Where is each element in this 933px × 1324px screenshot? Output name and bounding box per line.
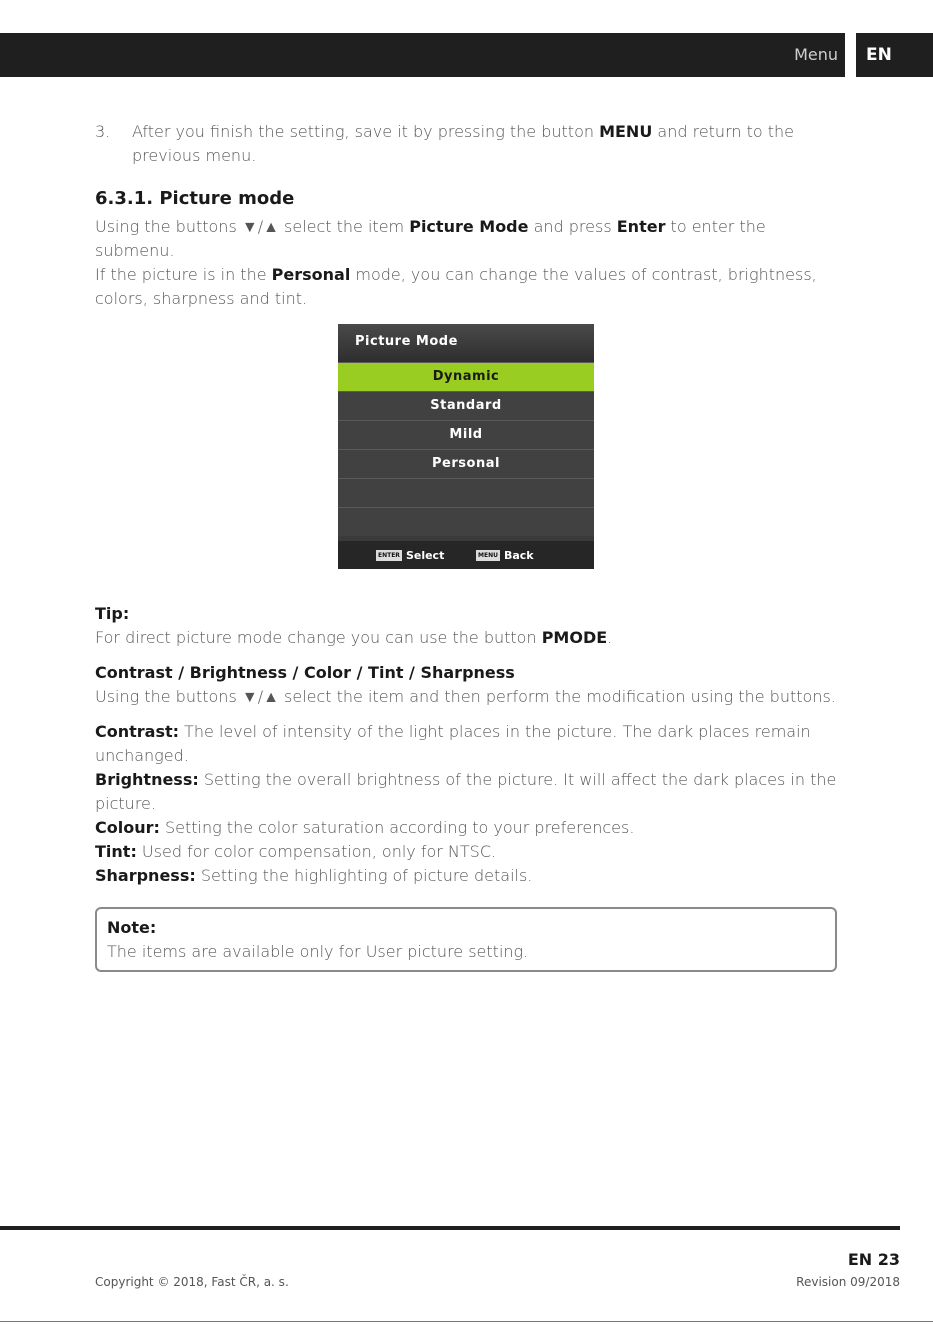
adjust-text: Using the buttons ▼/▲ select the item and then perform the modification using the buttons. xyxy=(95,687,836,706)
text: If the picture is in the xyxy=(95,265,272,284)
text: and press xyxy=(528,217,617,236)
adjust-title: Contrast / Brightness / Color / Tint / Sharpness xyxy=(95,663,515,682)
osd-item-dynamic[interactable]: Dynamic xyxy=(338,362,594,391)
text: . xyxy=(607,628,613,647)
enter-key-icon: ENTER xyxy=(378,552,400,559)
osd-back-label: Back xyxy=(503,549,534,562)
text: Using the buttons ▼/▲ select the item xyxy=(95,217,410,236)
tip-block xyxy=(95,602,840,650)
picture-mode-osd xyxy=(338,324,594,569)
step-number: 3. xyxy=(95,122,111,141)
text: mode, you can change the values of contrast, brightness, colors, sharpness and tint. xyxy=(95,265,817,308)
desc: Setting the highlighting of picture details. xyxy=(195,866,533,885)
adjust-block xyxy=(95,661,840,709)
header-section-label: Menu xyxy=(794,45,838,64)
bottom-rule xyxy=(0,1321,933,1322)
note-title: Note: xyxy=(107,918,157,937)
paragraph-personal-mode xyxy=(95,263,840,311)
term: Tint: xyxy=(95,842,137,861)
menu-key-icon: MENU xyxy=(478,552,498,559)
bold-text: Personal xyxy=(271,265,351,284)
pmode-button-ref: PMODE xyxy=(541,628,608,647)
definition-sharpness xyxy=(95,864,840,888)
text: to enter the submenu. xyxy=(95,217,766,260)
copyright: Copyright © 2018, Fast ČR, a. s. xyxy=(95,1275,289,1289)
menu-button-ref: MENU xyxy=(599,122,653,141)
term: Colour: xyxy=(95,818,160,837)
page-content xyxy=(95,120,840,972)
desc: Setting the color saturation according to your preferences. xyxy=(159,818,635,837)
osd-back-hint xyxy=(476,549,534,562)
desc: The level of intensity of the light places in the picture. The dark places remain unchanged. xyxy=(95,722,811,765)
page-number: EN 23 xyxy=(847,1250,900,1269)
definitions-block xyxy=(95,720,840,888)
tip-text xyxy=(95,626,840,650)
definition-brightness xyxy=(95,768,840,816)
section-title: 6.3.1. Picture mode xyxy=(95,188,295,209)
note-box xyxy=(95,907,837,972)
term: Contrast: xyxy=(95,722,180,741)
tip-title: Tip: xyxy=(95,604,130,623)
definition-contrast xyxy=(95,720,840,768)
step-text-end: and return to the previous menu. xyxy=(132,122,794,165)
bold-text: Picture Mode xyxy=(409,217,529,236)
language-badge: EN xyxy=(856,33,933,77)
osd-select-hint xyxy=(376,549,444,562)
note-text: The items are available only for User picture setting. xyxy=(107,942,529,961)
desc: Setting the overall brightness of the picture. It will affect the dark places in the picture. xyxy=(95,770,837,813)
osd-select-label: Select xyxy=(405,549,445,562)
bold-text: Enter xyxy=(616,217,666,236)
definition-colour xyxy=(95,816,840,840)
osd-item-standard[interactable]: Standard xyxy=(338,391,594,420)
osd-item-empty xyxy=(338,507,594,536)
osd-item-personal[interactable]: Personal xyxy=(338,449,594,478)
osd-footer xyxy=(338,541,594,569)
revision: Revision 09/2018 xyxy=(796,1275,900,1289)
osd-title: Picture Mode xyxy=(338,324,594,362)
desc: Used for color compensation, only for NTSC. xyxy=(136,842,497,861)
step-text: After you finish the setting, save it by pressing the button xyxy=(132,122,600,141)
paragraph-select-item xyxy=(95,215,840,263)
header-bar xyxy=(0,33,845,77)
osd-item-mild[interactable]: Mild xyxy=(338,420,594,449)
step-3 xyxy=(95,120,840,168)
term: Brightness: xyxy=(95,770,199,789)
term: Sharpness: xyxy=(95,866,196,885)
definition-tint xyxy=(95,840,840,864)
osd-item-empty xyxy=(338,478,594,507)
text: For direct picture mode change you can use the button xyxy=(95,628,542,647)
footer-rule xyxy=(0,1226,900,1230)
